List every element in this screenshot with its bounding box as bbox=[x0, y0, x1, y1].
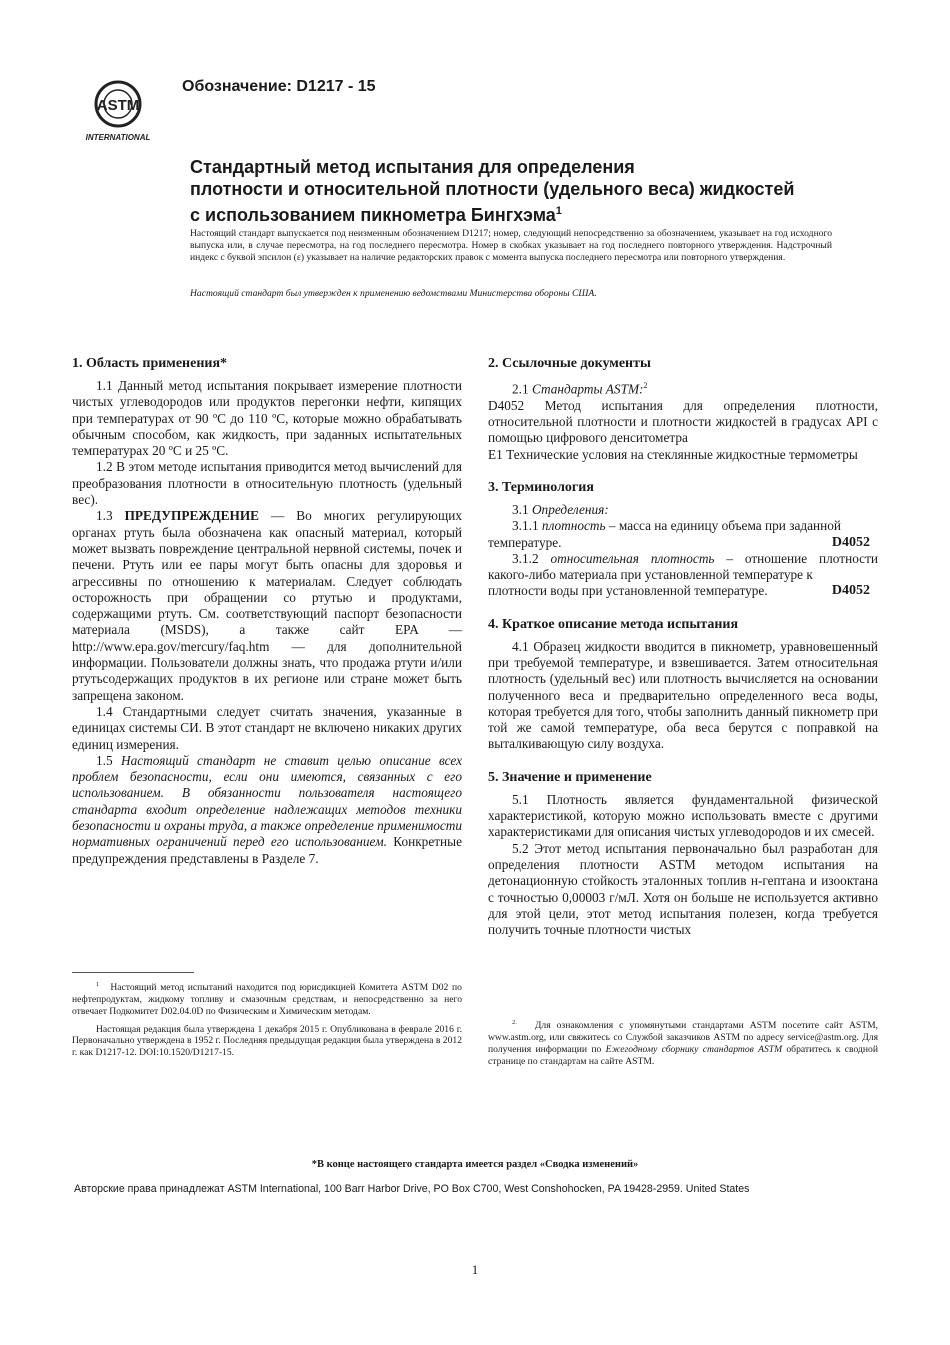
astm-logo bbox=[78, 76, 160, 146]
footnote-divider bbox=[72, 972, 194, 973]
section-1-heading: 1. Область применения* bbox=[72, 356, 228, 371]
title-line-1: Стандартный метод испытания для определения bbox=[190, 157, 635, 177]
reference-e1: E1 Технические условия на стеклянные жидкостные термометры bbox=[488, 446, 858, 462]
reference-code: D4052 bbox=[831, 583, 870, 599]
summary-of-changes-note: *В конце настоящего стандарта имеется раздел «Сводка изменений» bbox=[311, 1159, 639, 1170]
para-2-1: 2.1 Стандарты ASTM:$^2$ bbox=[512, 381, 648, 397]
para-3-1-2: 3.1.2 относительная плотность – отношение плотности какого-либо материала при установленной температуре к bbox=[488, 550, 879, 583]
para-3-1-1-end: температуре. D4052 bbox=[488, 535, 878, 551]
para-1-5: 1.5 Настоящий стандарт не ставит целью описание всех проблем безопасности, если они имеются, связанных с его использованием. В обязанности пользователя настоящего стандарта входит определение надлежащих методов техники безопасности и охраны труда, а также определение применимости нормативных ограничений перед его использованием. Конкретные предупреждения представлены в Разделе 7. bbox=[72, 752, 462, 866]
para-1-3: 1.3 ПРЕДУПРЕЖДЕНИЕ — Во многих регулирующих органах ртуть была обозначена как опасный материал, который может вызвать повреждение центральной нервной системы, почек и печени. Ртуть или ее пары могут быть опасны для здоровья и агрессивны по отношению к материалам. Следует соблюдать осторожность при обращении со ртутью и продуктами, содержащими ртуть. См. соответствующий паспорт безопасности материала (MSDS), а также сайт EPA — http://www.epa.gov/mercury/faq.htm — для дополнительной информации. Пользователи должны знать, что продажа ртути и/или ртутьсодержащих продуктов в их регионе или стране может быть запрещена законом. bbox=[72, 508, 462, 703]
section-3-heading: 3. Терминология bbox=[488, 479, 594, 495]
section-2-heading: 2. Ссылочные документы bbox=[488, 356, 651, 371]
logo-text-bottom: INTERNATIONAL bbox=[85, 133, 151, 142]
section-5-heading: 5. Значение и применение bbox=[488, 769, 652, 785]
para-3-1-1: 3.1.1 плотность – масса на единицу объема при заданной bbox=[512, 518, 842, 534]
para-1-2: 1.2 В этом методе испытания приводится метод вычислений для преобразования плотности в относительную плотность (удельный вес). bbox=[72, 459, 462, 508]
para-5-2: 5.2 Этот метод испытания первоначально был разработан для определения плотности ASTM методом испытания на детонационную стойкость эталонных топлив н-гептана и изооктана с точностью 0,00003 г/мЛ. Хотя он больше не используется активно для этой цели, этот метод испытания полезен, когда требуется получить точные плотности чистых bbox=[488, 840, 878, 938]
left-column bbox=[72, 355, 462, 867]
page-number: 1 bbox=[471, 1262, 479, 1277]
reference-code: D4052 bbox=[831, 534, 870, 550]
title-line-2: плотности и относительной плотности (удельного веса) жидкостей bbox=[190, 179, 795, 199]
reference-d4052: D4052 Метод испытания для определения плотности, относительной плотности и плотности жидкостей в градусах API с помощью цифрового денситометра bbox=[488, 397, 878, 446]
logo-text-top: ASTM bbox=[96, 97, 140, 114]
para-3-1-2-end: плотности воды при установленной температуре. D4052 bbox=[488, 583, 878, 599]
footnote-2: $^{2.}$ Для ознакомления с упомянутыми стандартами ASTM посетите сайт ASTM, www.astm.org, или свяжитесь со Службой заказчиков ASTM по адресу service@astm.org. Для получения информации по Ежегодному сборнику стандартов ASTM обратитесь к сводной странице по стандартам на сайте ASTM. bbox=[488, 1019, 878, 1067]
copyright-notice: Авторские права принадлежат ASTM International, 100 Barr Harbor Drive, PO Box C700, West Conshohocken, PA 19428-2959. United States bbox=[74, 1183, 750, 1195]
document-title bbox=[190, 156, 850, 226]
section-4-heading: 4. Краткое описание метода испытания bbox=[488, 616, 739, 632]
para-1-4: 1.4 Стандартными следует считать значения, указанные в единицах системы СИ. В этот стандарт не включено никаких других единиц измерения. bbox=[72, 703, 462, 752]
designation: Обозначение: D1217 - 15 bbox=[182, 78, 376, 95]
approval-note: Настоящий стандарт был утвержден к применению ведомствами Министерства обороны США. bbox=[190, 288, 597, 299]
para-1-1: 1.1 Данный метод испытания покрывает измерение плотности чистых углеводородов или продуктов перегонки нефти, кипящих при температурах от 90 ºC до 110 ºC, которые можно обрабатывать обычным способом, как жидкость, при заданных испытательных температурах 20 ºC и 25 ºC. bbox=[72, 378, 462, 459]
para-3-1: 3.1 Определения: bbox=[512, 501, 609, 517]
warning-label: ПРЕДУПРЕЖДЕНИЕ bbox=[124, 508, 260, 524]
title-line-3: с использованием пикнометра Бингхэма$^1$ bbox=[190, 205, 562, 225]
right-column bbox=[488, 355, 878, 938]
footnote-1: $^1$ Настоящий метод испытаний находится под юрисдикцией Комитета ASTM D02 по нефтепродуктам, жидкому топливу и смазочным средствам, и непосредственно за него отвечает Подкомитет D02.04.0D по Физическим и Химическим методам. Настоящая редакция была утверждена 1 декабря 2015 г. Опубликована в феврале 2016 г. Первоначально утверждена в 1952 г. Последняя предыдущая редакция была утверждена в 2012 г. как D1217-12. DOI:10.1520/D1217-15. bbox=[72, 981, 462, 1059]
title-footnote-mark: 1 bbox=[555, 205, 562, 217]
para-4-1: 4.1 Образец жидкости вводится в пикнометр, уравновешенный при требуемой температуре, и взвешивается. Затем относительная плотность (удельный вес) или плотность вычисляется на основании полученного веса и предварительно определенного веса воды, которая требуется для того, чтобы заполнить данный пикнометр при той же самой температуре, оба веса берутся с поправкой на выталкивающую силу воздуха. bbox=[488, 638, 878, 752]
para-5-1: 5.1 Плотность является фундаментальной физической характеристикой, которую можно использовать вместе с другими характеристиками для описания чистых углеводородов и их смесей. bbox=[488, 791, 878, 840]
intro-paragraph: Настоящий стандарт выпускается под неизменным обозначением D1217; номер, следующий непосредственно за обозначением, указывает на год исходного выпуска или, в случае пересмотра, на год последнего пересмотра. Номер в скобках указывает на год последнего повторного утверждения. Надстрочный индекс с буквой эпсилон (ε) указывает на наличие редакторских правок с момента выпуска последнего пересмотра или повторного утверждения. bbox=[190, 228, 832, 263]
